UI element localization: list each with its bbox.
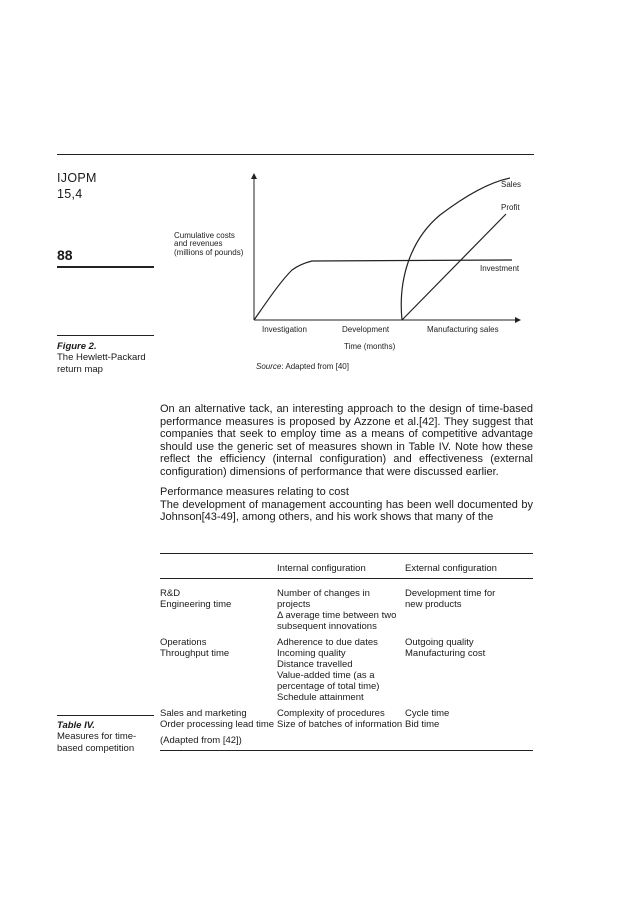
x-axis-arrow (515, 317, 521, 323)
table-header-internal: Internal configuration (277, 563, 366, 574)
return-map-chart (160, 160, 532, 380)
table-header-external: External configuration (405, 563, 497, 574)
table-cell-operations-internal: Adherence to due dates Incoming quality Distance travelled Value-added time (as a percentage of total time) Schedule attainment (277, 637, 380, 703)
y-axis-label-2: and revenues (174, 239, 223, 248)
table-cell-operations: Operations Throughput time (160, 637, 230, 659)
table-header-rule (160, 578, 533, 579)
series-label-profit: Profit (501, 203, 520, 212)
table-cell-sales: Sales and marketing Order processing lead time (160, 708, 275, 730)
phase-label-investigation: Investigation (262, 325, 307, 334)
page-number: 88 (57, 247, 73, 263)
y-axis-arrow (251, 173, 257, 179)
table-source-note: (Adapted from [42]) (160, 735, 242, 746)
table-bottom-rule (160, 750, 533, 751)
header-rule (57, 154, 534, 155)
body-paragraph-2: The development of management accounting has been well documented by Johnson[43-49], among others, and his work shows that many of the (160, 498, 533, 523)
table-caption-text: Measures for time-based competition (57, 731, 137, 754)
table-cell-rnd-internal: Number of changes in projects Δ average time between two subsequent innovations (277, 588, 397, 632)
table-cell-sales-external: Cycle time Bid time (405, 708, 450, 730)
table-top-rule (160, 553, 533, 554)
journal-info (57, 170, 97, 202)
body-text (160, 403, 533, 524)
x-axis-label: Time (months) (344, 342, 396, 351)
investment-line (254, 260, 512, 320)
section-subheading: Performance measures relating to cost (160, 486, 349, 498)
figure-caption (57, 341, 157, 376)
figure-source (256, 362, 349, 371)
table-label: Table IV. (57, 720, 95, 731)
series-label-sales: Sales (501, 180, 522, 189)
figure-caption-rule (57, 335, 154, 336)
table-cell-sales-internal: Complexity of procedures Size of batches of information (277, 708, 403, 730)
figure-caption-text: The Hewlett-Packard return map (57, 352, 146, 375)
phase-label-development: Development (342, 325, 390, 334)
journal-name: IJOPM (57, 171, 97, 185)
table-caption (57, 720, 139, 755)
table-caption-rule (57, 715, 154, 716)
figure-source-label: Source (256, 362, 282, 371)
table-cell-operations-external: Outgoing quality Manufacturing cost (405, 637, 486, 659)
y-axis-label-3: (millions of pounds) (174, 248, 244, 257)
figure-source-text: : Adapted from [40] (281, 362, 349, 371)
figure-label: Figure 2. (57, 341, 97, 352)
y-axis-label-1: Cumulative costs (174, 231, 235, 240)
body-paragraph: On an alternative tack, an interesting approach to the design of time-based performance measures is proposed by Azzone et al.[42]. They suggest that companies that seek to employ time as a means of competitive advantage should use the generic set of measures shown in Table IV. Note how these reflect the efficiency (internal configuration) and effectiveness (external configuration) dimensions of performance that were discussed earlier. (160, 403, 533, 478)
journal-volume: 15,4 (57, 187, 83, 201)
phase-label-manufacturing: Manufacturing sales (427, 325, 499, 334)
table-cell-rnd: R&D Engineering time (160, 588, 232, 610)
table-cell-rnd-external: Development time for new products (405, 588, 496, 610)
page-number-rule (57, 266, 154, 268)
series-label-investment: Investment (480, 264, 520, 273)
sales-line (401, 178, 510, 320)
